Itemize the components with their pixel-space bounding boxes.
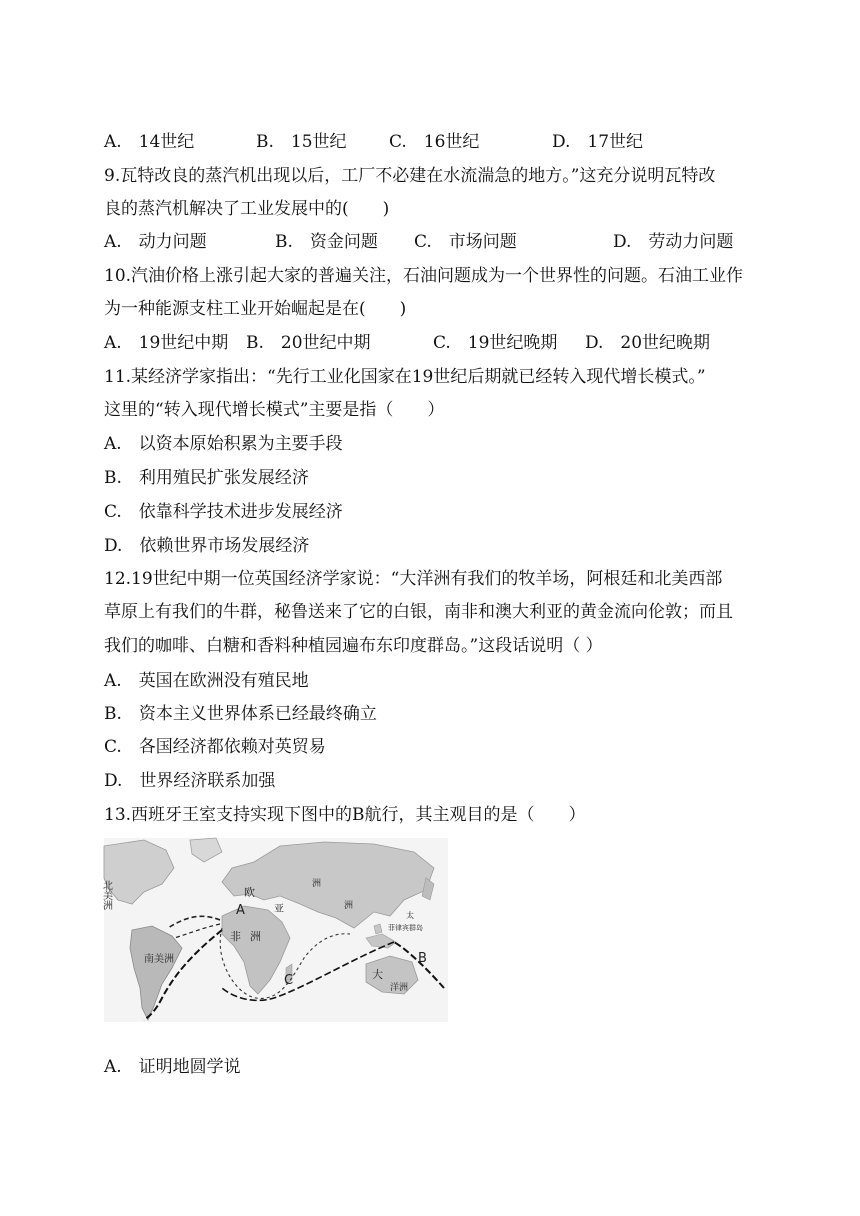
q10-stem-line1: 10.汽油价格上涨引起大家的普遍关注，石油问题成为一个世界性的问题。石油工业作 [104, 266, 744, 286]
q12-stem-line3: 我们的咖啡、白糖和香料种植园遍布东印度群岛。”这段话说明（ ） [104, 636, 603, 656]
q9-option-d: D. 劳动力问题 [613, 232, 734, 252]
map-label-route-c: C [284, 973, 294, 988]
map-label-oceania: 大 [372, 968, 383, 981]
q12-option-b: B. 资本主义世界体系已经最终确立 [104, 704, 377, 724]
q12-stem-line2: 草原上有我们的牛群，秘鲁送来了它的白银，南非和澳大利亚的黄金流向伦敦；而且 [104, 602, 733, 622]
q8-option-c: C. 16世纪 [389, 132, 480, 152]
q11-option-c: C. 依靠科学技术进步发展经济 [104, 502, 343, 522]
q13-stem-line1: 13.西班牙王室支持实现下图中的B航行，其主观目的是（ ） [104, 805, 586, 825]
q9-option-a: A. 动力问题 [104, 232, 207, 252]
world-map-figure [100, 838, 448, 1022]
map-label-south-america: 南美洲 [144, 954, 174, 965]
q8-option-b: B. 15世纪 [256, 132, 347, 152]
map-label-africa: 非 [230, 930, 241, 943]
q11-stem-line2: 这里的“转入现代增长模式”主要是指（ ） [104, 400, 445, 420]
map-label-asia: 亚 [274, 904, 284, 915]
q12-stem-line1: 12.19世纪中期一位英国经济学家说：“大洋洲有我们的牧羊场，阿根廷和北美西部 [104, 569, 723, 589]
map-label-europe2: 洲 [312, 879, 322, 889]
map-label-europe: 欧 [244, 886, 255, 899]
map-label-north-america: 北美洲 [100, 880, 112, 910]
q13-option-a: A. 证明地圆学说 [104, 1057, 241, 1077]
map-label-asia2: 洲 [344, 901, 354, 911]
q9-option-c: C. 市场问题 [414, 232, 517, 252]
q9-stem-line2: 良的蒸汽机解决了工业发展中的( ) [104, 199, 390, 219]
q12-option-a: A. 英国在欧洲没有殖民地 [104, 671, 309, 691]
map-label-route-b: B [418, 951, 427, 966]
map-label-oceania2: 洋洲 [390, 983, 409, 993]
q11-stem-line1: 11.某经济学家指出：“先行工业化国家在19世纪后期就已经转入现代增长模式。” [104, 367, 706, 387]
q10-stem-line2: 为一种能源支柱工业开始崛起是在( ) [104, 299, 407, 319]
q10-option-a: A. 19世纪中期 [104, 333, 229, 353]
map-label-africa2: 洲 [250, 930, 261, 943]
q8-option-a: A. 14世纪 [104, 132, 195, 152]
q11-option-d: D. 依赖世界市场发展经济 [104, 536, 310, 556]
map-label-pacific: 太 [406, 911, 414, 920]
q10-option-d: D. 20世纪晚期 [585, 333, 711, 353]
q9-option-b: B. 资金问题 [275, 232, 378, 252]
map-label-route-a: A [236, 903, 245, 918]
q11-option-b: B. 利用殖民扩张发展经济 [104, 468, 309, 488]
map-label-philippines: 菲律宾群岛 [388, 924, 423, 932]
q11-option-a: A. 以资本原始积累为主要手段 [104, 434, 343, 454]
q10-option-c: C. 19世纪晚期 [433, 333, 558, 353]
q12-option-c: C. 各国经济都依赖对英贸易 [104, 737, 326, 757]
q9-stem-line1: 9.瓦特改良的蒸汽机出现以后，工厂不必建在水流湍急的地方。”这充分说明瓦特改 [104, 166, 716, 186]
q8-option-d: D. 17世纪 [552, 132, 644, 152]
q10-option-b: B. 20世纪中期 [246, 333, 371, 353]
q12-option-d: D. 世界经济联系加强 [104, 771, 276, 791]
